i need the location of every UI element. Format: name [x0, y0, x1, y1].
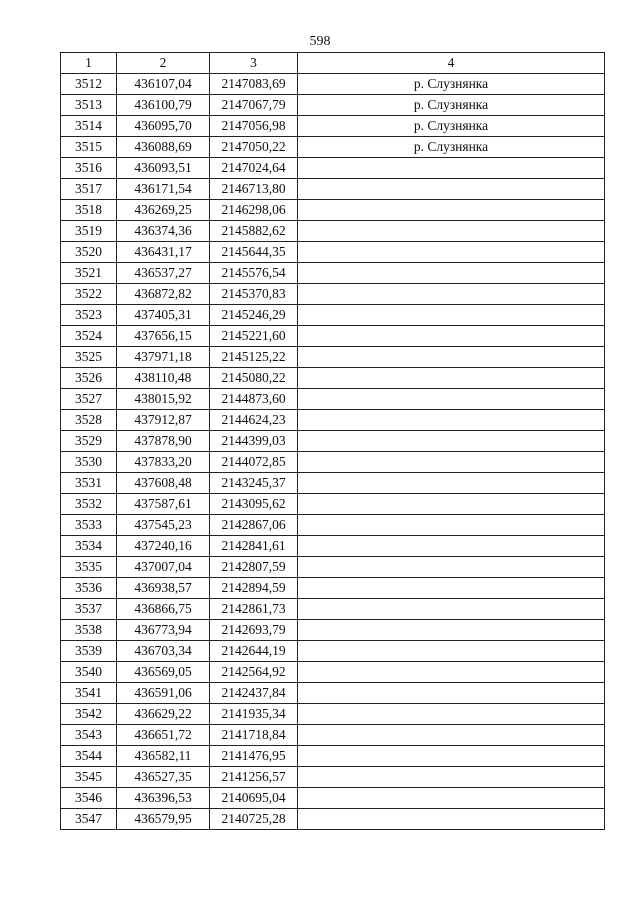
table-row [61, 788, 605, 809]
cell-note: р. Слузнянка [298, 74, 605, 95]
cell-point-number: 3523 [61, 305, 117, 326]
cell-point-number: 3535 [61, 557, 117, 578]
table-row [61, 347, 605, 368]
cell-point-number: 3513 [61, 95, 117, 116]
table-row [61, 683, 605, 704]
table-row [61, 389, 605, 410]
cell-point-number: 3520 [61, 242, 117, 263]
cell-note [298, 431, 605, 452]
table-row [61, 200, 605, 221]
table-row [61, 368, 605, 389]
cell-x-coordinate: 437912,87 [117, 410, 210, 431]
page-number: 598 [309, 34, 331, 49]
cell-y-coordinate: 2144624,23 [210, 410, 298, 431]
table-row [61, 725, 605, 746]
cell-y-coordinate: 2144399,03 [210, 431, 298, 452]
cell-point-number: 3521 [61, 263, 117, 284]
cell-point-number: 3545 [61, 767, 117, 788]
cell-x-coordinate: 436093,51 [117, 158, 210, 179]
cell-note [298, 557, 605, 578]
table-row [61, 116, 605, 137]
table-row [61, 410, 605, 431]
cell-x-coordinate: 438015,92 [117, 389, 210, 410]
cell-x-coordinate: 436095,70 [117, 116, 210, 137]
cell-note [298, 683, 605, 704]
cell-point-number: 3525 [61, 347, 117, 368]
cell-point-number: 3515 [61, 137, 117, 158]
cell-point-number: 3514 [61, 116, 117, 137]
cell-x-coordinate: 436703,34 [117, 641, 210, 662]
table-row [61, 221, 605, 242]
cell-y-coordinate: 2145644,35 [210, 242, 298, 263]
cell-point-number: 3540 [61, 662, 117, 683]
cell-x-coordinate: 436629,22 [117, 704, 210, 725]
cell-x-coordinate: 436773,94 [117, 620, 210, 641]
cell-y-coordinate: 2145221,60 [210, 326, 298, 347]
table-row [61, 263, 605, 284]
cell-point-number: 3512 [61, 74, 117, 95]
cell-note [298, 179, 605, 200]
table-row [61, 704, 605, 725]
cell-point-number: 3547 [61, 809, 117, 830]
cell-x-coordinate: 436579,95 [117, 809, 210, 830]
cell-x-coordinate: 437971,18 [117, 347, 210, 368]
cell-y-coordinate: 2142807,59 [210, 557, 298, 578]
table-row [61, 557, 605, 578]
cell-note [298, 305, 605, 326]
cell-y-coordinate: 2147067,79 [210, 95, 298, 116]
cell-y-coordinate: 2142693,79 [210, 620, 298, 641]
cell-point-number: 3530 [61, 452, 117, 473]
cell-x-coordinate: 436537,27 [117, 263, 210, 284]
table-row [61, 620, 605, 641]
cell-x-coordinate: 438110,48 [117, 368, 210, 389]
cell-note [298, 620, 605, 641]
cell-y-coordinate: 2147024,64 [210, 158, 298, 179]
cell-point-number: 3532 [61, 494, 117, 515]
table-header-row [61, 53, 605, 74]
cell-x-coordinate: 437405,31 [117, 305, 210, 326]
cell-x-coordinate: 436100,79 [117, 95, 210, 116]
table-row [61, 305, 605, 326]
table-row [61, 494, 605, 515]
cell-x-coordinate: 436582,11 [117, 746, 210, 767]
cell-y-coordinate: 2140725,28 [210, 809, 298, 830]
table-row [61, 95, 605, 116]
cell-point-number: 3546 [61, 788, 117, 809]
cell-note [298, 515, 605, 536]
cell-x-coordinate: 436088,69 [117, 137, 210, 158]
cell-note [298, 809, 605, 830]
table-row [61, 284, 605, 305]
cell-y-coordinate: 2145080,22 [210, 368, 298, 389]
cell-y-coordinate: 2146713,80 [210, 179, 298, 200]
cell-x-coordinate: 437587,61 [117, 494, 210, 515]
table-row [61, 809, 605, 830]
cell-point-number: 3533 [61, 515, 117, 536]
cell-y-coordinate: 2142564,92 [210, 662, 298, 683]
cell-y-coordinate: 2146298,06 [210, 200, 298, 221]
cell-note: р. Слузнянка [298, 137, 605, 158]
cell-note [298, 347, 605, 368]
cell-y-coordinate: 2147083,69 [210, 74, 298, 95]
cell-note [298, 158, 605, 179]
cell-x-coordinate: 436569,05 [117, 662, 210, 683]
cell-note [298, 704, 605, 725]
cell-y-coordinate: 2142894,59 [210, 578, 298, 599]
cell-y-coordinate: 2141718,84 [210, 725, 298, 746]
cell-x-coordinate: 436431,17 [117, 242, 210, 263]
table-body [61, 74, 605, 830]
cell-note [298, 662, 605, 683]
cell-point-number: 3529 [61, 431, 117, 452]
cell-note [298, 200, 605, 221]
cell-y-coordinate: 2141256,57 [210, 767, 298, 788]
cell-note [298, 788, 605, 809]
cell-note [298, 599, 605, 620]
cell-x-coordinate: 436269,25 [117, 200, 210, 221]
cell-note [298, 494, 605, 515]
table-row [61, 578, 605, 599]
cell-x-coordinate: 437545,23 [117, 515, 210, 536]
cell-y-coordinate: 2142861,73 [210, 599, 298, 620]
cell-x-coordinate: 436374,36 [117, 221, 210, 242]
cell-y-coordinate: 2145246,29 [210, 305, 298, 326]
cell-note [298, 578, 605, 599]
table-row [61, 473, 605, 494]
cell-note [298, 452, 605, 473]
cell-y-coordinate: 2144873,60 [210, 389, 298, 410]
cell-y-coordinate: 2142644,19 [210, 641, 298, 662]
header-point-number: 1 [61, 53, 117, 74]
table-row [61, 137, 605, 158]
cell-note [298, 767, 605, 788]
cell-point-number: 3519 [61, 221, 117, 242]
cell-y-coordinate: 2143095,62 [210, 494, 298, 515]
cell-y-coordinate: 2147050,22 [210, 137, 298, 158]
cell-note [298, 473, 605, 494]
cell-point-number: 3526 [61, 368, 117, 389]
cell-point-number: 3531 [61, 473, 117, 494]
cell-note [298, 641, 605, 662]
cell-x-coordinate: 436591,06 [117, 683, 210, 704]
cell-point-number: 3542 [61, 704, 117, 725]
cell-note: р. Слузнянка [298, 116, 605, 137]
table-row [61, 74, 605, 95]
table-row [61, 431, 605, 452]
cell-y-coordinate: 2143245,37 [210, 473, 298, 494]
cell-point-number: 3544 [61, 746, 117, 767]
cell-note [298, 221, 605, 242]
header-note: 4 [298, 53, 605, 74]
cell-y-coordinate: 2142841,61 [210, 536, 298, 557]
cell-note [298, 410, 605, 431]
cell-note [298, 746, 605, 767]
cell-note: р. Слузнянка [298, 95, 605, 116]
cell-point-number: 3541 [61, 683, 117, 704]
table-row [61, 746, 605, 767]
cell-x-coordinate: 436651,72 [117, 725, 210, 746]
cell-note [298, 368, 605, 389]
cell-point-number: 3534 [61, 536, 117, 557]
cell-x-coordinate: 436171,54 [117, 179, 210, 200]
header-x-coordinate: 2 [117, 53, 210, 74]
table-row [61, 641, 605, 662]
cell-note [298, 389, 605, 410]
table-row [61, 452, 605, 473]
cell-point-number: 3517 [61, 179, 117, 200]
table-row [61, 326, 605, 347]
cell-y-coordinate: 2145576,54 [210, 263, 298, 284]
cell-x-coordinate: 436527,35 [117, 767, 210, 788]
cell-x-coordinate: 436107,04 [117, 74, 210, 95]
cell-y-coordinate: 2144072,85 [210, 452, 298, 473]
cell-y-coordinate: 2140695,04 [210, 788, 298, 809]
cell-point-number: 3538 [61, 620, 117, 641]
cell-y-coordinate: 2145370,83 [210, 284, 298, 305]
cell-point-number: 3527 [61, 389, 117, 410]
cell-y-coordinate: 2145882,62 [210, 221, 298, 242]
cell-x-coordinate: 437240,16 [117, 536, 210, 557]
cell-x-coordinate: 437833,20 [117, 452, 210, 473]
table-row [61, 242, 605, 263]
cell-point-number: 3539 [61, 641, 117, 662]
cell-y-coordinate: 2142437,84 [210, 683, 298, 704]
cell-point-number: 3537 [61, 599, 117, 620]
cell-note [298, 284, 605, 305]
cell-x-coordinate: 436866,75 [117, 599, 210, 620]
cell-note [298, 536, 605, 557]
cell-point-number: 3518 [61, 200, 117, 221]
cell-x-coordinate: 436396,53 [117, 788, 210, 809]
cell-y-coordinate: 2141476,95 [210, 746, 298, 767]
table-row [61, 662, 605, 683]
table-row [61, 767, 605, 788]
cell-y-coordinate: 2142867,06 [210, 515, 298, 536]
cell-x-coordinate: 437878,90 [117, 431, 210, 452]
cell-y-coordinate: 2141935,34 [210, 704, 298, 725]
cell-x-coordinate: 437656,15 [117, 326, 210, 347]
table-row [61, 179, 605, 200]
coordinates-table [60, 52, 605, 830]
cell-point-number: 3524 [61, 326, 117, 347]
table-row [61, 158, 605, 179]
cell-x-coordinate: 436872,82 [117, 284, 210, 305]
table-row [61, 599, 605, 620]
cell-x-coordinate: 437608,48 [117, 473, 210, 494]
header-y-coordinate: 3 [210, 53, 298, 74]
cell-note [298, 263, 605, 284]
cell-point-number: 3522 [61, 284, 117, 305]
cell-note [298, 242, 605, 263]
cell-point-number: 3543 [61, 725, 117, 746]
cell-point-number: 3528 [61, 410, 117, 431]
cell-point-number: 3516 [61, 158, 117, 179]
cell-y-coordinate: 2145125,22 [210, 347, 298, 368]
cell-x-coordinate: 436938,57 [117, 578, 210, 599]
cell-y-coordinate: 2147056,98 [210, 116, 298, 137]
table-row [61, 515, 605, 536]
table-row [61, 536, 605, 557]
cell-point-number: 3536 [61, 578, 117, 599]
cell-x-coordinate: 437007,04 [117, 557, 210, 578]
cell-note [298, 326, 605, 347]
cell-note [298, 725, 605, 746]
